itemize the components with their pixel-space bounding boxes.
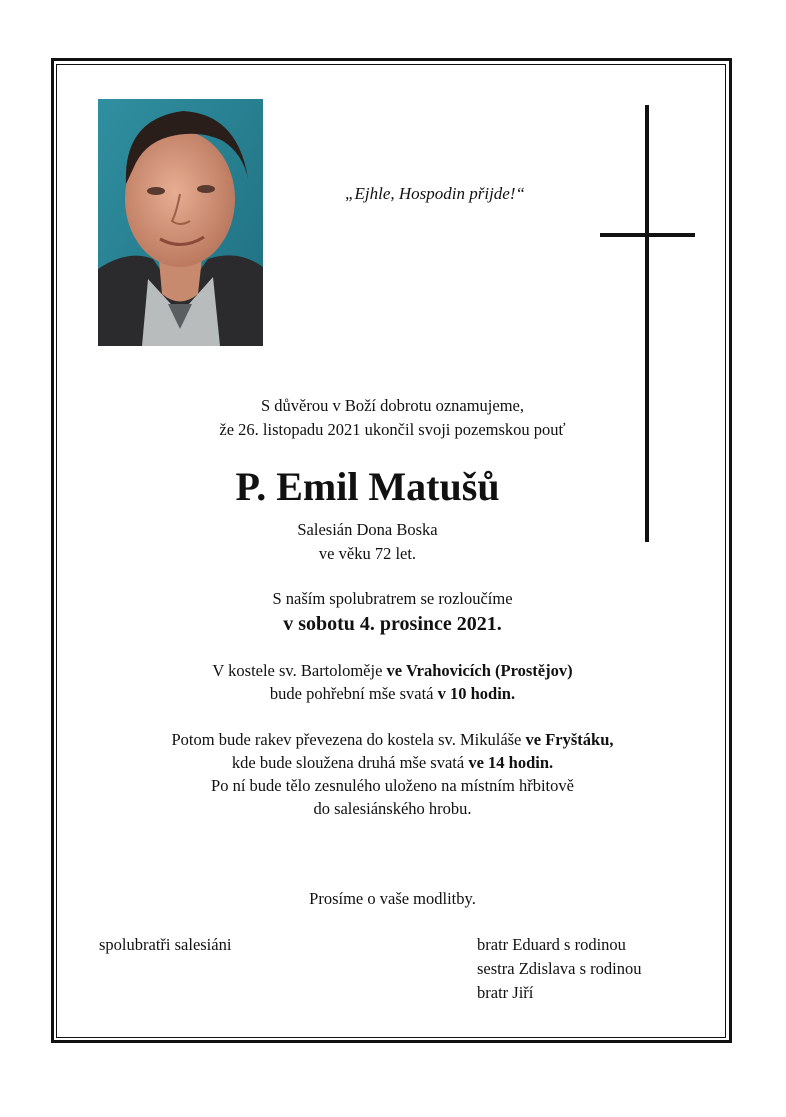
- motto: „Ejhle, Hospodin přijde!“: [345, 184, 525, 203]
- mass2-line-2: [30, 751, 755, 775]
- intro-line-1: S důvěrou v Boží dobrotu oznamujeme,: [260, 396, 525, 415]
- mourner-2: sestra Zdislava s rodinou: [477, 959, 642, 978]
- mass1-text: V kostele sv. Bartoloměje: [212, 661, 387, 680]
- mourner-3: bratr Jiří: [477, 983, 534, 1002]
- intro-line-2: že 26. listopadu 2021 ukončil svoji pozemskou pouť: [219, 420, 566, 439]
- farewell-line: S naším spolubratrem se rozloučíme: [272, 589, 513, 608]
- portrait-photo: [98, 99, 263, 346]
- prayer-request: Prosíme o vaše modlitby.: [309, 889, 476, 908]
- mass1-place: ve Vrahovicích (Prostějov): [386, 661, 573, 680]
- deceased-age: ve věku 72 let.: [318, 544, 417, 563]
- mass2-text: Potom bude rakev převezena do kostela sv. Mikuláše: [171, 730, 526, 749]
- mass2-line-1: [30, 728, 755, 752]
- mass1-time: v 10 hodin.: [437, 684, 516, 703]
- mass2-time: ve 14 hodin.: [468, 753, 554, 772]
- mass1-line-1: [30, 659, 755, 683]
- mourner-1: bratr Eduard s rodinou: [477, 935, 626, 954]
- mass1-line-2: [30, 682, 755, 706]
- mourners-left: spolubratři salesiáni: [99, 935, 232, 954]
- farewell-date: v sobotu 4. prosince 2021.: [283, 613, 502, 635]
- cross-bar: [600, 233, 695, 237]
- mass2-time-text: kde bude sloužena druhá mše svatá: [231, 753, 469, 772]
- deceased-order: Salesián Dona Boska: [297, 520, 438, 539]
- mass2-line-4: do salesiánského hrobu.: [313, 799, 472, 818]
- mass2-line-3: Po ní bude tělo zesnulého uloženo na místním hřbitově: [211, 776, 574, 795]
- deceased-name: P. Emil Matušů: [235, 464, 500, 509]
- mass1-time-text: bude pohřební mše svatá: [269, 684, 438, 703]
- mass2-place: ve Fryštáku,: [525, 730, 614, 749]
